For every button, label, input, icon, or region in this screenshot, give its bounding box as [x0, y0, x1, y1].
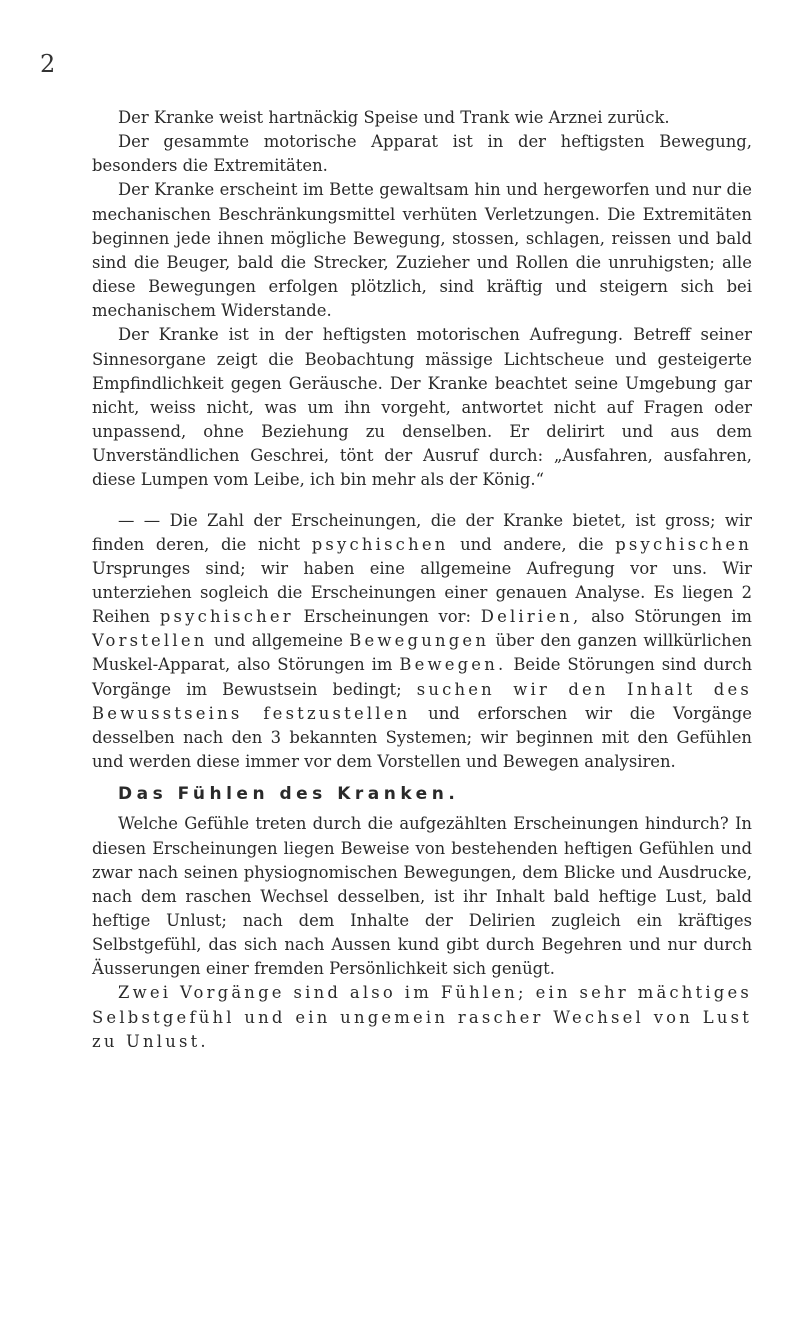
section-heading: Das Fühlen des Kranken. — [118, 784, 460, 805]
paragraph: Der gesammte motorische Apparat ist in der heftigsten Bewegung, besonders die Extremitäten. — [92, 132, 752, 176]
emphasis-suchen: suchen wir den Inhalt des Bewusstseins festzustellen — [92, 679, 752, 723]
emphasis-psychischen: psychischen — [615, 534, 752, 554]
paragraph: Welche Gefühle treten durch die aufgezählten Erscheinungen hindurch? In diesen Erscheinungen liegen Beweise von bestehenden heftigen Gefühlen und zwar nach seinen physiognomischen Bewegungen, dem Blicke und Ausdrucke, nach dem raschen Wechsel desselben, ist ihr Inhalt bald heftige Lust, bald heftige Unlust; nach dem Inhalte der Delirien zugleich ein kräftiges Selbstgefühl, das sich nach Aussen kund gibt durch Begehren und nur durch Äusserungen einer fremden Persönlichkeit sich genügt. — [92, 814, 752, 979]
analysis-paragraph — [92, 509, 752, 775]
paragraph: Der Kranke ist in der heftigsten motorischen Aufregung. Betreff seiner Sinnesorgane zeigt die Beobachtung mässige Lichtscheue und gesteigerte Empfindlichkeit gegen Geräusche. Der Kranke beachtet seine Umgebung gar nicht, weiss nicht, was um ihn vorgeht, antwortet nicht auf Fragen oder unpassend, ohne Beziehung zu denselben. Er delirirt und aus dem Unverständlichen Geschrei, tönt der Ausruf durch: „Ausfahren, ausfahren, diese Lumpen vom Leibe, ich bin mehr als der König.“ — [92, 325, 752, 490]
emphasis-paragraph: Zwei Vorgänge sind also im Fühlen; ein sehr mächtiges Selbstgefühl und ein ungemein rascher Wechsel von Lust zu Unlust. — [92, 983, 752, 1051]
text-run: also Störungen im — [591, 607, 752, 627]
page-number: 2 — [40, 50, 56, 78]
text-run: und andere, die — [460, 534, 604, 554]
paragraph: Der Kranke weist hartnäckig Speise und Trank wie Arznei zurück. — [118, 108, 670, 127]
text-run: und allgemeine — [213, 631, 343, 651]
emphasis-bewegen: Bewegen. — [399, 655, 507, 675]
text-run: über den ganzen willkürlichen Muskel-Apparat, also Störungen im — [92, 631, 752, 675]
text-run: und erforschen wir die Vorgänge desselben nach den 3 bekannten Systemen; wir beginnen mit den Gefühlen und werden diese immer vor dem Vorstellen und Bewegen analysiren. — [92, 703, 753, 772]
emphasis-psychischer: psychischer — [159, 607, 294, 627]
body-text — [92, 106, 752, 1054]
emphasis-vorstellen: Vorstellen — [92, 631, 208, 651]
text-run: Beide Störungen sind durch Vorgänge im Bewustsein bedingt; — [92, 655, 752, 699]
text-run: Erscheinungen vor: — [303, 607, 472, 627]
text-run: — — Die Zahl der Erscheinungen, die der Kranke bietet, ist gross; wir finden deren, die nicht — [92, 510, 752, 554]
emphasis-bewegungen: Bewegungen — [349, 631, 490, 651]
text-run: Ursprunges sind; wir haben eine allgemeine Aufregung vor uns. Wir unterziehen sogleich die Erscheinungen einer genauen Analyse. Es liegen 2 Reihen — [92, 558, 752, 627]
emphasis-delirien: Delirien, — [480, 607, 582, 627]
paragraph: Der Kranke erscheint im Bette gewaltsam hin und hergeworfen und nur die mechanischen Beschränkungsmittel verhüten Verletzungen. Die Extremitäten beginnen jede ihnen mögliche Bewegung, stossen, schlagen, reissen und bald sind die Beuger, bald die Strecker, Zuzieher und Rollen die unruhigsten; alle diese Bewegungen erfolgen plötzlich, sind kräftig und steigern sich bei mechanischem Widerstande. — [92, 180, 752, 321]
emphasis-psychischen: psychischen — [311, 534, 449, 554]
